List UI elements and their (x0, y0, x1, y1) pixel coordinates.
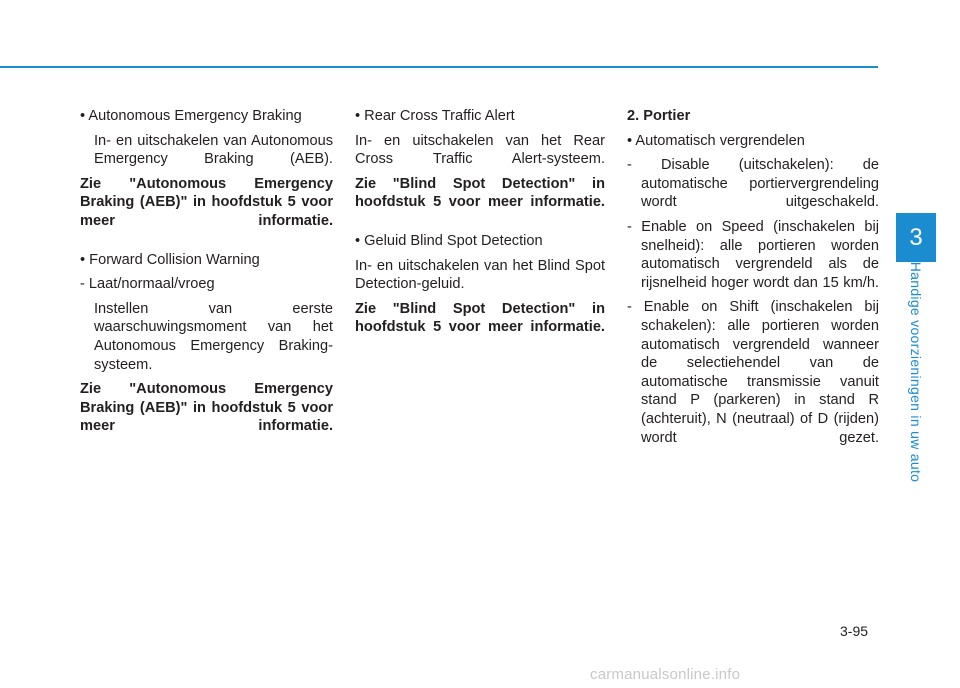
bsd-bullet: • Geluid Blind Spot Detection (355, 232, 543, 249)
option-disable: - Disable (uitschakelen): de automatische portiervergrendeling wordt uitgeschakeld. (627, 157, 879, 211)
bsd-reference: Zie "Blind Spot Detection" in hoofdstuk 5 voor meer informatie. (355, 300, 605, 336)
fcw-option: - Laat/normaal/vroeg (80, 276, 215, 293)
column-3 (627, 107, 879, 447)
watermark: carmanualsonline.info (590, 666, 741, 683)
chapter-tab: 3 (896, 213, 936, 262)
section-heading: 2. Portier (627, 108, 691, 124)
chapter-title: Handige voorzieningen in uw auto (908, 261, 924, 483)
aeb-description: In- en uitschakelen van Autonomous Emergency Braking (AEB). (94, 132, 333, 168)
column-1 (80, 107, 333, 436)
aeb-bullet: • Autonomous Emergency Braking (80, 108, 302, 124)
fcw-bullet: • Forward Collision Warning (80, 251, 260, 268)
bsd-description: In- en uitschakelen van het Blind Spot Detection-geluid. (355, 257, 605, 293)
header-rule (0, 66, 878, 68)
rcta-description: In- en uitschakelen van het Rear Cross Traffic Alert-systeem. (355, 132, 605, 168)
column-2 (355, 107, 605, 337)
rcta-bullet: • Rear Cross Traffic Alert (355, 108, 515, 124)
fcw-reference: Zie "Autonomous Emergency Braking (AEB)" in hoofdstuk 5 voor meer informatie. (80, 381, 333, 435)
fcw-description: Instellen van eerste waarschuwingsmoment van het Autonomous Emergency Braking-systeem. (94, 300, 333, 373)
aeb-reference: Zie "Autonomous Emergency Braking (AEB)" in hoofdstuk 5 voor meer informatie. (80, 175, 333, 229)
page-number: 3-95 (840, 623, 869, 639)
option-enable-speed: - Enable on Speed (inschakelen bij snelheid): alle portieren worden automatisch vergrendeld als de rijsnelheid hoger wordt dan 15 km/h. (627, 218, 879, 291)
option-enable-shift: - Enable on Shift (inschakelen bij schakelen): alle portieren worden automatisch vergrendeld wanneer de selectiehendel van de automatische transmissie vanuit stand P (parkeren) in stand R (achteruit), N (neutraal) of D (rijden) wordt gezet. (627, 299, 879, 446)
auto-lock-bullet: • Automatisch vergrendelen (627, 132, 805, 149)
rcta-reference: Zie "Blind Spot Detection" in hoofdstuk 5 voor meer informatie. (355, 175, 605, 211)
